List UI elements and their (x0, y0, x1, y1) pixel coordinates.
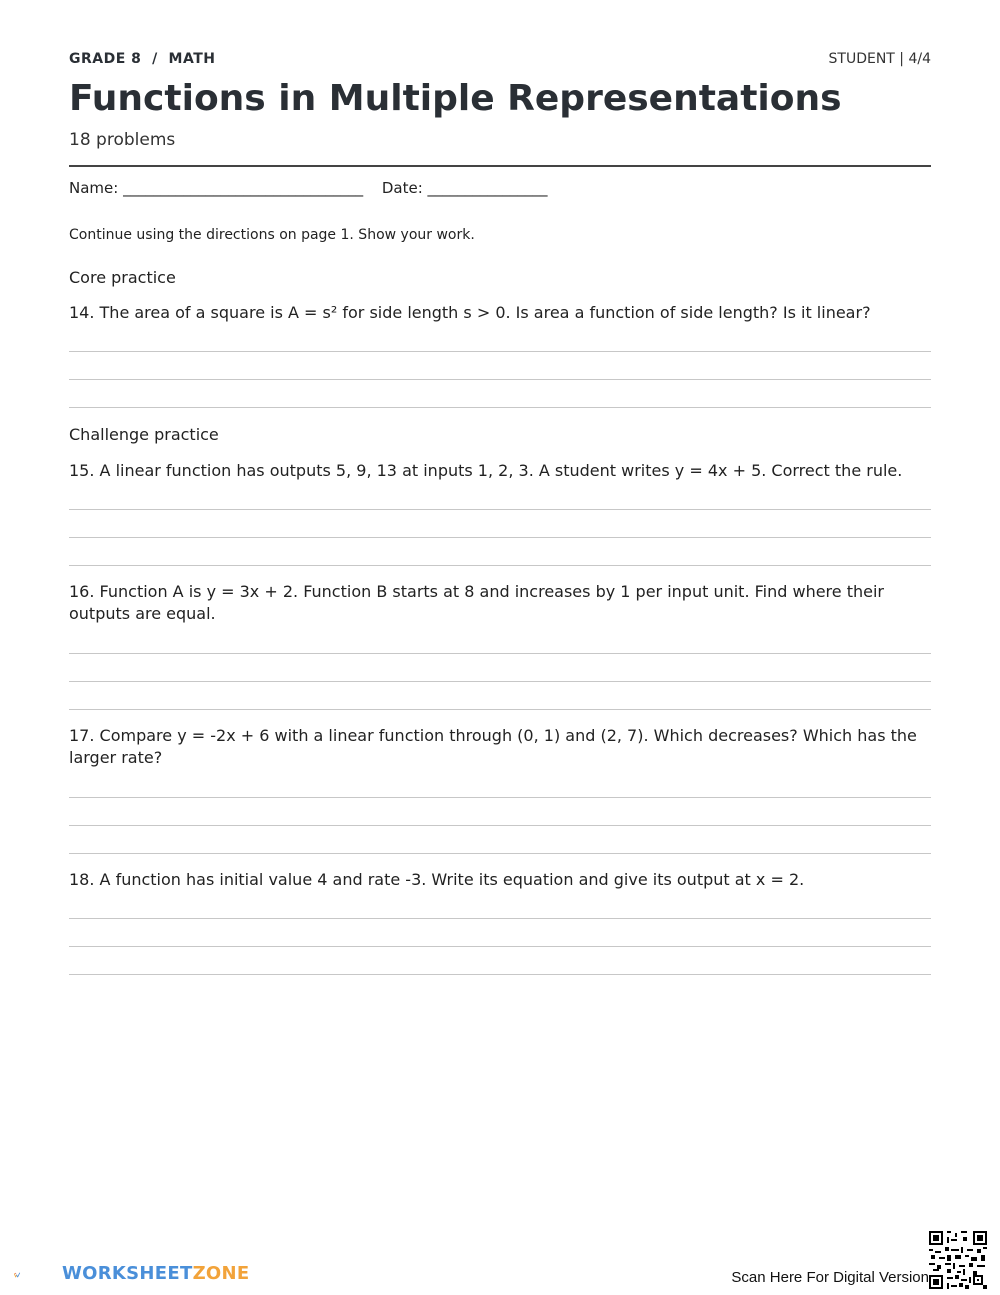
question-16: 16. Function A is y = 3x + 2. Function B starts at 8 and increases by 1 per input unit. Find where their outputs are equal. (69, 582, 884, 623)
section-challenge-practice: Challenge practice (69, 425, 219, 444)
answer-line[interactable] (69, 797, 931, 798)
answer-line[interactable] (69, 918, 931, 919)
answer-line[interactable] (69, 653, 931, 654)
answer-line[interactable] (69, 853, 931, 854)
answer-line[interactable] (69, 379, 931, 380)
question-15: 15. A linear function has outputs 5, 9, 13 at inputs 1, 2, 3. A student writes y = 4x + 5. Correct the rule. (69, 461, 903, 480)
grade-subject-label: GRADE 8 / MATH (69, 51, 216, 67)
name-date-row (69, 179, 562, 197)
page-title: Functions in Multiple Representations (69, 78, 842, 119)
answer-line[interactable] (69, 681, 931, 682)
scan-caption: Scan Here For Digital Version (731, 1269, 929, 1286)
worksheetzone-logo-icon[interactable] (14, 1259, 54, 1291)
brand-name-part1: WORKSHEET (62, 1263, 193, 1284)
answer-line[interactable] (69, 537, 931, 538)
directions-text: Continue using the directions on page 1. Show your work. (69, 227, 475, 243)
brand-name-part2: ZONE (192, 1263, 250, 1284)
qr-code-icon[interactable] (929, 1231, 987, 1289)
answer-line[interactable] (69, 565, 931, 566)
header-meta (69, 51, 931, 69)
question-18: 18. A function has initial value 4 and rate -3. Write its equation and give its output at x = 2. (69, 870, 805, 889)
answer-line[interactable] (69, 709, 931, 710)
section-core-practice: Core practice (69, 268, 176, 287)
answer-line[interactable] (69, 509, 931, 510)
brand-name[interactable] (62, 1263, 250, 1284)
answer-line[interactable] (69, 974, 931, 975)
question-17: 17. Compare y = -2x + 6 with a linear function through (0, 1) and (2, 7). Which decreases? Which has the larger rate? (69, 726, 917, 767)
name-field[interactable]: Name: ________________________________ (69, 179, 364, 197)
answer-line[interactable] (69, 825, 931, 826)
problem-count: 18 problems (69, 130, 176, 150)
answer-line[interactable] (69, 946, 931, 947)
title-divider (69, 165, 931, 167)
answer-line[interactable] (69, 407, 931, 408)
question-14: 14. The area of a square is A = s² for side length s > 0. Is area a function of side length? Is it linear? (69, 303, 871, 322)
student-page-label: STUDENT | 4/4 (828, 51, 931, 67)
date-field[interactable]: Date: ________________ (381, 179, 548, 197)
answer-line[interactable] (69, 351, 931, 352)
